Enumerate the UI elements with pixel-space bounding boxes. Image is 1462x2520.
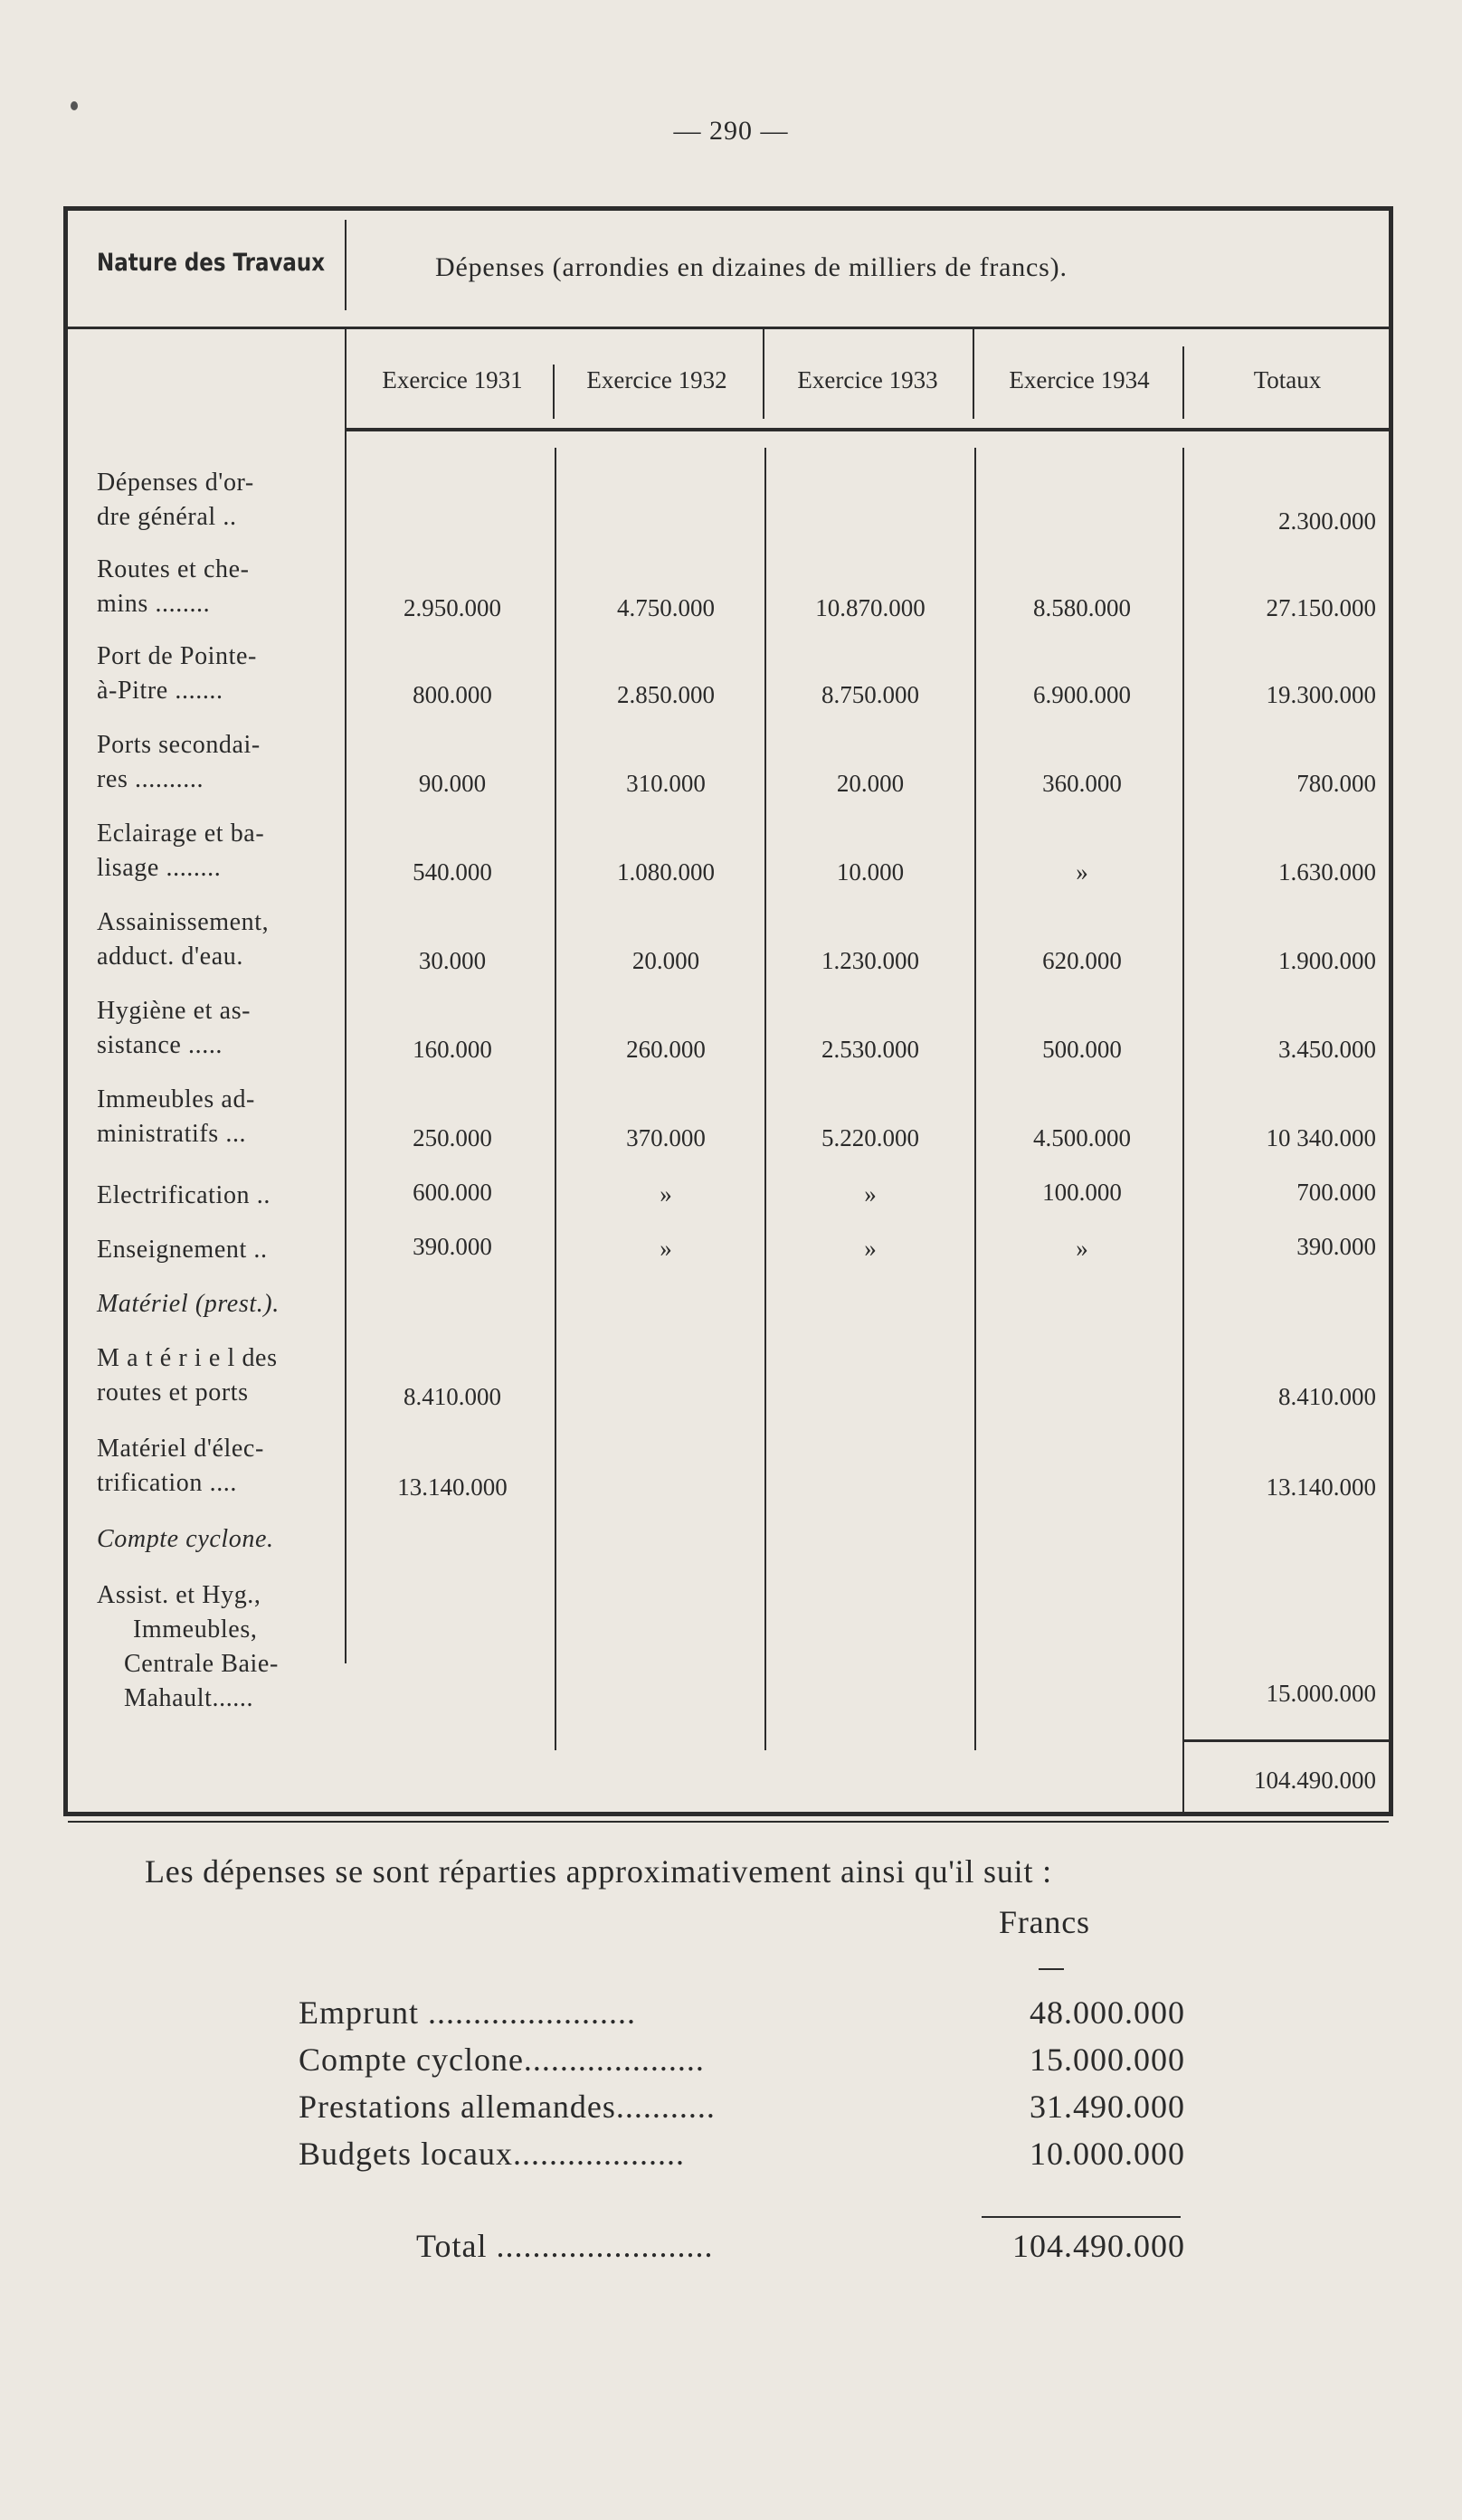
column-header-1931: Exercice 1931 [382, 366, 523, 393]
label-line: Immeubles ad- [97, 1085, 255, 1113]
value-enseignement-1932: » [660, 1235, 672, 1262]
row-label-immeubles [97, 1083, 386, 1151]
value-assainissement-total: 1.900.000 [1278, 947, 1376, 974]
value-routes-1931: 2.950.000 [403, 594, 501, 621]
header-divider [345, 220, 347, 310]
col-divider-hdr-1 [553, 365, 555, 419]
value-routes-1932: 4.750.000 [617, 594, 715, 621]
column-header-1933: Exercice 1933 [797, 366, 938, 393]
value-electrification-total: 700.000 [1296, 1179, 1376, 1206]
value-assist-total: 15.000.000 [1266, 1680, 1376, 1707]
row-label-routes [97, 553, 386, 621]
label-line: Port de Pointe- [97, 642, 257, 670]
label-line: Assist. et Hyg., [97, 1581, 261, 1609]
value-enseignement-1933: » [864, 1235, 877, 1262]
label-line: ministratifs ... [97, 1120, 247, 1148]
value-port-1933: 8.750.000 [821, 681, 919, 708]
value-materiel-elec-1931: 13.140.000 [397, 1473, 508, 1501]
summary-total-rule [982, 2216, 1181, 2218]
col-divider-1 [555, 448, 556, 1750]
summary-amount: 15.000.000 [1030, 2042, 1185, 2078]
value-enseignement-1931: 390.000 [413, 1233, 492, 1260]
label-line: à-Pitre ....... [97, 677, 223, 705]
label-line: dre général .. [97, 503, 237, 531]
value-hygiene-1931: 160.000 [413, 1036, 492, 1063]
column-header-1934: Exercice 1934 [1009, 366, 1150, 393]
label-line: Mahault...... [124, 1684, 254, 1712]
col-divider-2 [764, 448, 766, 1750]
label-line: trification .... [97, 1469, 238, 1497]
summary-amount: 31.490.000 [1030, 2089, 1185, 2125]
row-label-assainissement [97, 905, 386, 974]
summary-currency-dash [1039, 1968, 1064, 1970]
col-divider-hdr-2 [763, 328, 764, 419]
label-line: adduct. d'eau. [97, 943, 243, 971]
label-line: Centrale Baie- [124, 1650, 279, 1678]
label-line: Hygiène et as- [97, 997, 252, 1025]
value-port-1934: 6.900.000 [1033, 681, 1131, 708]
value-routes-total: 27.150.000 [1266, 594, 1376, 621]
value-immeubles-1931: 250.000 [413, 1124, 492, 1151]
label-line: mins ........ [97, 590, 211, 618]
row-label-ports-secondaires [97, 728, 386, 797]
col-divider-3 [974, 448, 976, 1750]
label-line: M a t é r i e l des [97, 1344, 278, 1372]
label-line: Immeubles, [133, 1615, 258, 1644]
value-assainissement-1932: 20.000 [631, 947, 700, 974]
value-hygiene-total: 3.450.000 [1278, 1036, 1376, 1063]
label-line: routes et ports [97, 1378, 249, 1407]
label-line: Ports secondai- [97, 731, 261, 759]
value-grand-total: 104.490.000 [1254, 1767, 1376, 1794]
row-label-port-pointe-a-pitre [97, 639, 386, 708]
value-electrification-1934: 100.000 [1042, 1179, 1122, 1206]
label-line: Compte cyclone. [97, 1525, 274, 1553]
value-port-1932: 2.850.000 [617, 681, 715, 708]
col-divider-4 [1182, 448, 1184, 1814]
page-number: — 290 — [673, 116, 789, 146]
summary-total-amount: 104.490.000 [1012, 2228, 1185, 2264]
summary-label: Compte cyclone.................... [299, 2042, 705, 2078]
value-immeubles-total: 10 340.000 [1266, 1124, 1376, 1151]
summary-amount: 48.000.000 [1030, 1994, 1185, 2031]
value-enseignement-1934: » [1076, 1235, 1088, 1262]
row-label-assist-hyg [97, 1578, 386, 1716]
header-nature-des-travaux: Nature des Travaux [97, 249, 326, 277]
label-line: Routes et che- [97, 555, 250, 583]
value-eclairage-1932: 1.080.000 [617, 858, 715, 886]
summary-intro: Les dépenses se sont réparties approximativement ainsi qu'il suit : [145, 1853, 1052, 1890]
value-ports-sec-1932: 310.000 [626, 770, 706, 797]
summary-amount: 10.000.000 [1030, 2136, 1185, 2172]
summary-label: Budgets locaux................... [299, 2136, 685, 2172]
label-line: Assainissement, [97, 908, 270, 936]
value-depenses-total: 2.300.000 [1278, 507, 1376, 535]
col-divider-hdr-3 [973, 328, 974, 419]
row-label-materiel-electrification [97, 1432, 386, 1501]
column-header-rule [345, 428, 1389, 431]
value-port-total: 19.300.000 [1266, 681, 1376, 708]
column-header-1932: Exercice 1932 [586, 366, 727, 393]
value-eclairage-1933: 10.000 [836, 858, 905, 886]
value-materiel-routes-1931: 8.410.000 [403, 1383, 501, 1410]
header-rule [68, 327, 1389, 329]
row-label-electrification [97, 1179, 386, 1213]
value-immeubles-1933: 5.220.000 [821, 1124, 919, 1151]
label-line: lisage ........ [97, 854, 222, 882]
value-electrification-1933: » [864, 1180, 877, 1208]
label-line: sistance ..... [97, 1031, 223, 1059]
value-materiel-elec-total: 13.140.000 [1266, 1473, 1376, 1501]
summary-label: Emprunt ....................... [299, 1994, 636, 2031]
label-line: Matériel d'élec- [97, 1435, 264, 1463]
ink-spot [71, 101, 78, 110]
row-label-materiel-routes [97, 1341, 386, 1410]
row-label-materiel-prest [97, 1287, 386, 1322]
value-hygiene-1934: 500.000 [1042, 1036, 1122, 1063]
value-eclairage-1934: » [1076, 858, 1088, 886]
value-electrification-1932: » [660, 1180, 672, 1208]
summary-total-label: Total ........................ [416, 2228, 714, 2264]
value-enseignement-total: 390.000 [1296, 1233, 1376, 1260]
value-ports-sec-1931: 90.000 [418, 770, 487, 797]
label-line: Dépenses d'or- [97, 469, 254, 497]
summary-currency-header: Francs [999, 1904, 1090, 1940]
row-label-hygiene [97, 994, 386, 1063]
row-label-eclairage [97, 817, 386, 886]
value-materiel-routes-total: 8.410.000 [1278, 1383, 1376, 1410]
column-header-totaux: Totaux [1253, 366, 1322, 393]
col-divider-hdr-4 [1182, 346, 1184, 419]
value-assainissement-1931: 30.000 [418, 947, 487, 974]
row-label-enseignement [97, 1233, 386, 1267]
value-port-1931: 800.000 [413, 681, 492, 708]
value-immeubles-1932: 370.000 [626, 1124, 706, 1151]
value-hygiene-1932: 260.000 [626, 1036, 706, 1063]
row-label-depenses [97, 466, 386, 535]
value-ports-sec-total: 780.000 [1296, 770, 1376, 797]
label-line: Electrification .. [97, 1181, 271, 1209]
value-ports-sec-1934: 360.000 [1042, 770, 1122, 797]
value-routes-1934: 8.580.000 [1033, 594, 1131, 621]
value-electrification-1931: 600.000 [413, 1179, 492, 1206]
summary-label: Prestations allemandes........... [299, 2089, 716, 2125]
value-ports-sec-1933: 20.000 [836, 770, 905, 797]
value-assainissement-1933: 1.230.000 [821, 947, 919, 974]
label-line: Matériel (prest.). [97, 1290, 280, 1318]
total-rule [1182, 1739, 1389, 1742]
label-line: res .......... [97, 765, 204, 793]
value-immeubles-1934: 4.500.000 [1033, 1124, 1131, 1151]
value-assainissement-1934: 620.000 [1042, 947, 1122, 974]
row-label-compte-cyclone [97, 1522, 386, 1557]
value-eclairage-1931: 540.000 [413, 858, 492, 886]
header-depenses: Dépenses (arrondies en dizaines de milliers de francs). [435, 252, 1068, 282]
label-line: Enseignement .. [97, 1236, 268, 1264]
value-eclairage-total: 1.630.000 [1278, 858, 1376, 886]
value-hygiene-1933: 2.530.000 [821, 1036, 919, 1063]
label-line: Eclairage et ba- [97, 819, 265, 848]
expenses-table [63, 206, 1393, 1816]
value-routes-1933: 10.870.000 [815, 594, 926, 621]
